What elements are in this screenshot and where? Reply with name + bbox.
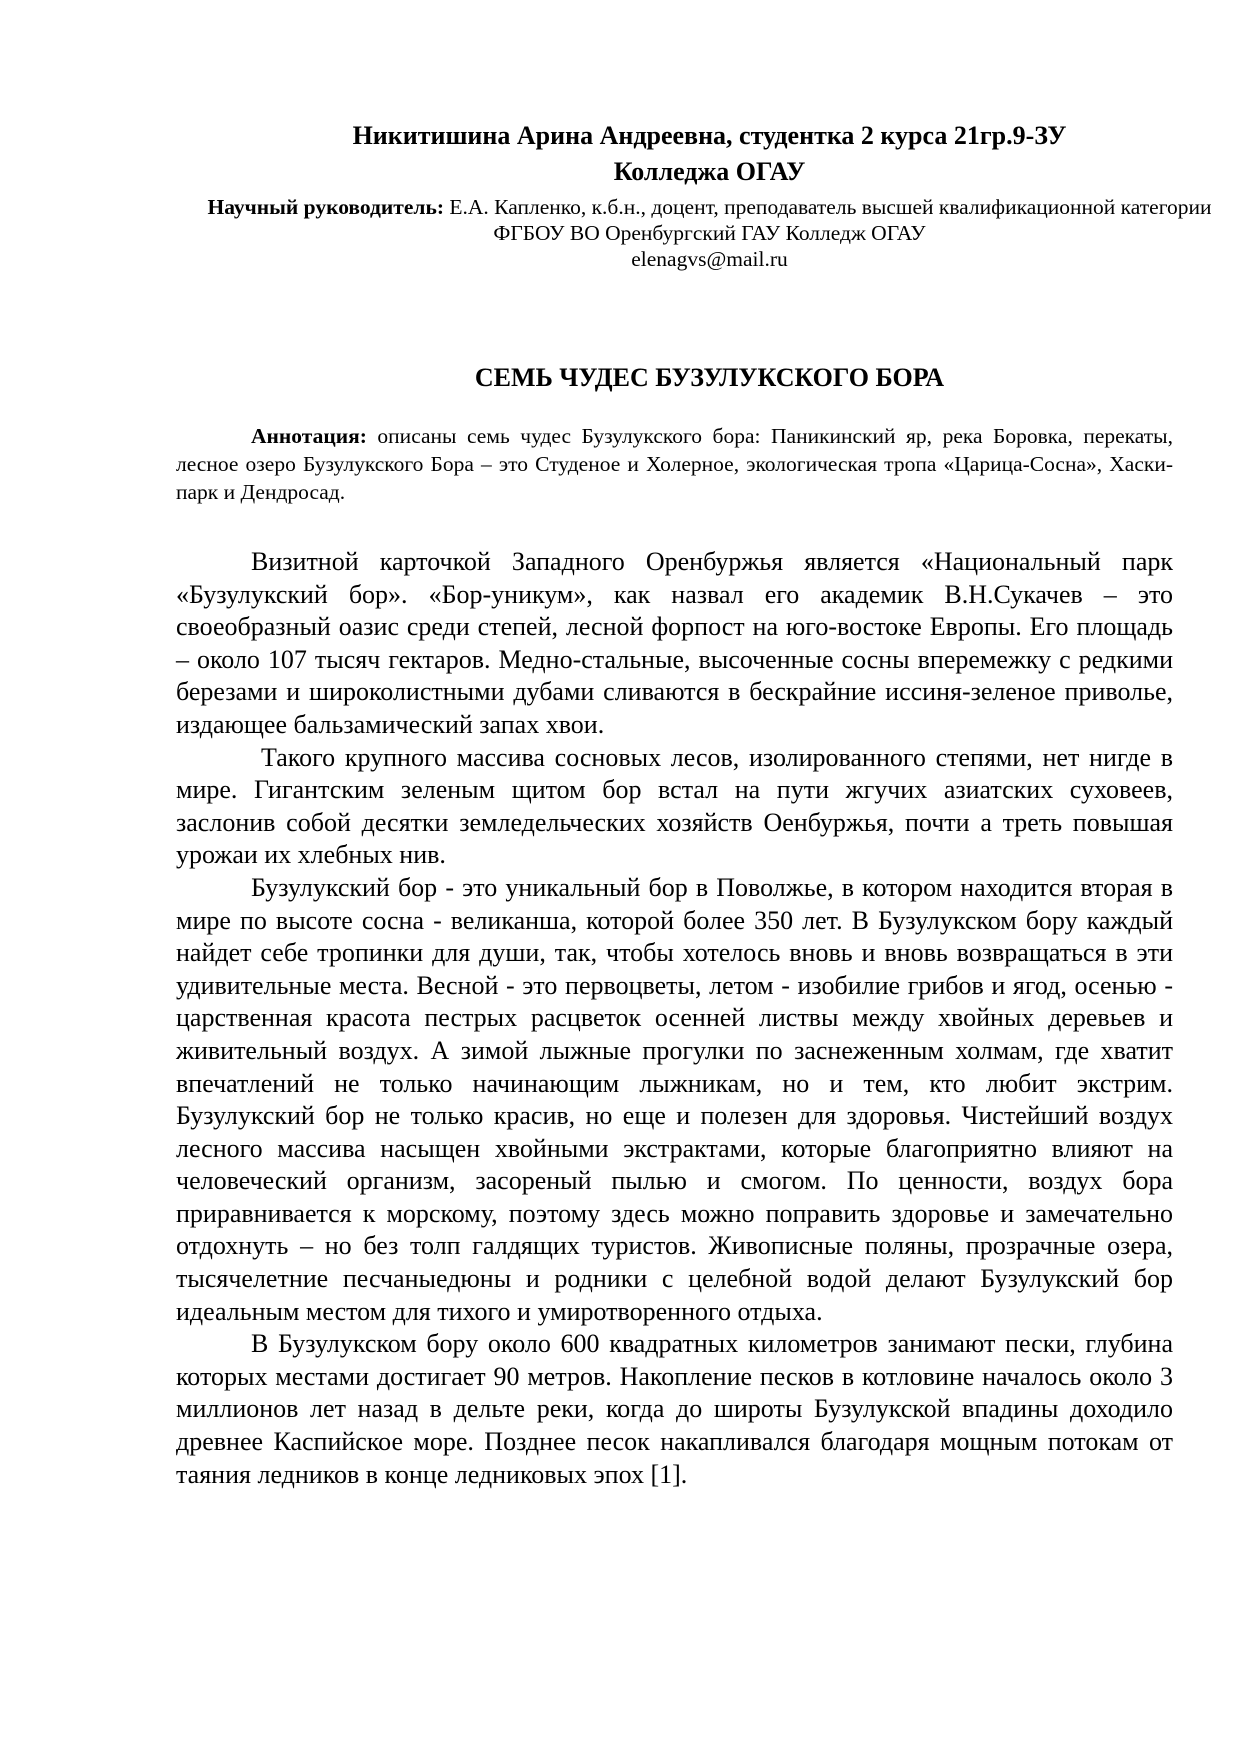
paragraph: Визитной карточкой Западного Оренбуржья является «Национальный парк «Бузулукский бор». «Бор-уникум», как назвал его академик В.Н.Сукачев – это своеобразный оазис среди степей, лесной форпост на юго-востоке Европы. Его площадь – около 107 тысяч гектаров. Медно-стальные, высоченные сосны вперемежку с редкими березами и широколистными дубами сливаются в бескрайние иссиня-зеленое приволье, издающее бальзамический запах хвои. — [176, 547, 1173, 739]
institution-line: ФГБОУ ВО Оренбургский ГАУ Колледж ОГАУ — [493, 221, 926, 245]
article-body — [176, 546, 1173, 1491]
paragraph: Бузулукский бор - это уникальный бор в Поволжье, в котором находится вторая в мире по высоте сосна - великанша, которой более 350 лет. В Бузулукском бору каждый найдет себе тропинки для души, так, чтобы хотелось вновь и вновь возвращаться в эти удивительные места. Весной - это первоцветы, летом - изобилие грибов и ягод, осенью - царственная красота пестрых расцветок осенней листвы между хвойных деревьев и живительный воздух. А зимой лыжные прогулки по заснеженным холмам, где хватит впечатлений не только начинающим лыжникам, но и тем, кто любит экстрим. Бузулукский бор не только красив, но еще и полезен для здоровья. Чистейший воздух лесного массива насыщен хвойными экстрактами, которые благоприятно влияют на человеческий организм, засореный пылью и смогом. По ценности, воздух бора приравнивается к морскому, поэтому здесь можно поправить здоровье и замечательно отдохнуть – но без толп галдящих туристов. Живописные поляны, прозрачные озера, тысячелетние песчаныедюны и родники с целебной водой делают Бузулукский бор идеальным местом для тихого и умиротворенного отдыха. — [176, 872, 1173, 1326]
paragraph: В Бузулукском бору около 600 квадратных километров занимают пески, глубина которых местами достигает 90 метров. Накопление песков в котловине началось около 3 миллионов лет назад в дельте реки, когда до широты Бузулукской впадины доходило древнее Каспийское море. Позднее песок накапливался благодаря мощным потокам от таяния ледников в конце ледниковых эпох [1]. — [176, 1329, 1173, 1489]
advisor-block — [176, 194, 1240, 272]
advisor-line — [176, 194, 1240, 220]
college-line: Колледжа ОГАУ — [613, 157, 806, 186]
annotation-label: Аннотация: — [251, 424, 367, 448]
advisor-label: Научный руководитель: — [207, 195, 444, 219]
annotation-text: описаны семь чудес Бузулукского бора: Паникинский яр, река Боровка, перекаты, лесное озеро Бузулукского Бора – это Студеное и Холерное, экологическая тропа «Царица-Сосна», Хаски-парк и Дендросад. — [176, 424, 1173, 504]
author-block — [176, 118, 1240, 190]
article-title: СЕМЬ ЧУДЕС БУЗУЛУКСКОГО БОРА — [474, 363, 945, 392]
annotation — [176, 422, 1173, 506]
email-line: elenagvs@mail.ru — [631, 247, 788, 271]
author-line: Никитишина Арина Андреевна, студентка 2 курса 21гр.9-ЗУ — [352, 121, 1067, 150]
advisor-text: Е.А. Капленко, к.б.н., доцент, преподаватель высшей квалификационной категории — [443, 195, 1212, 219]
paragraph: Такого крупного массива сосновых лесов, изолированного степями, нет нигде в мире. Гигантским зеленым щитом бор встал на пути жгучих азиатских суховеев, заслонив собой десятки земледельческих хозяйств Оенбуржья, почти а треть повышая урожаи их хлебных нив. — [176, 742, 1173, 870]
